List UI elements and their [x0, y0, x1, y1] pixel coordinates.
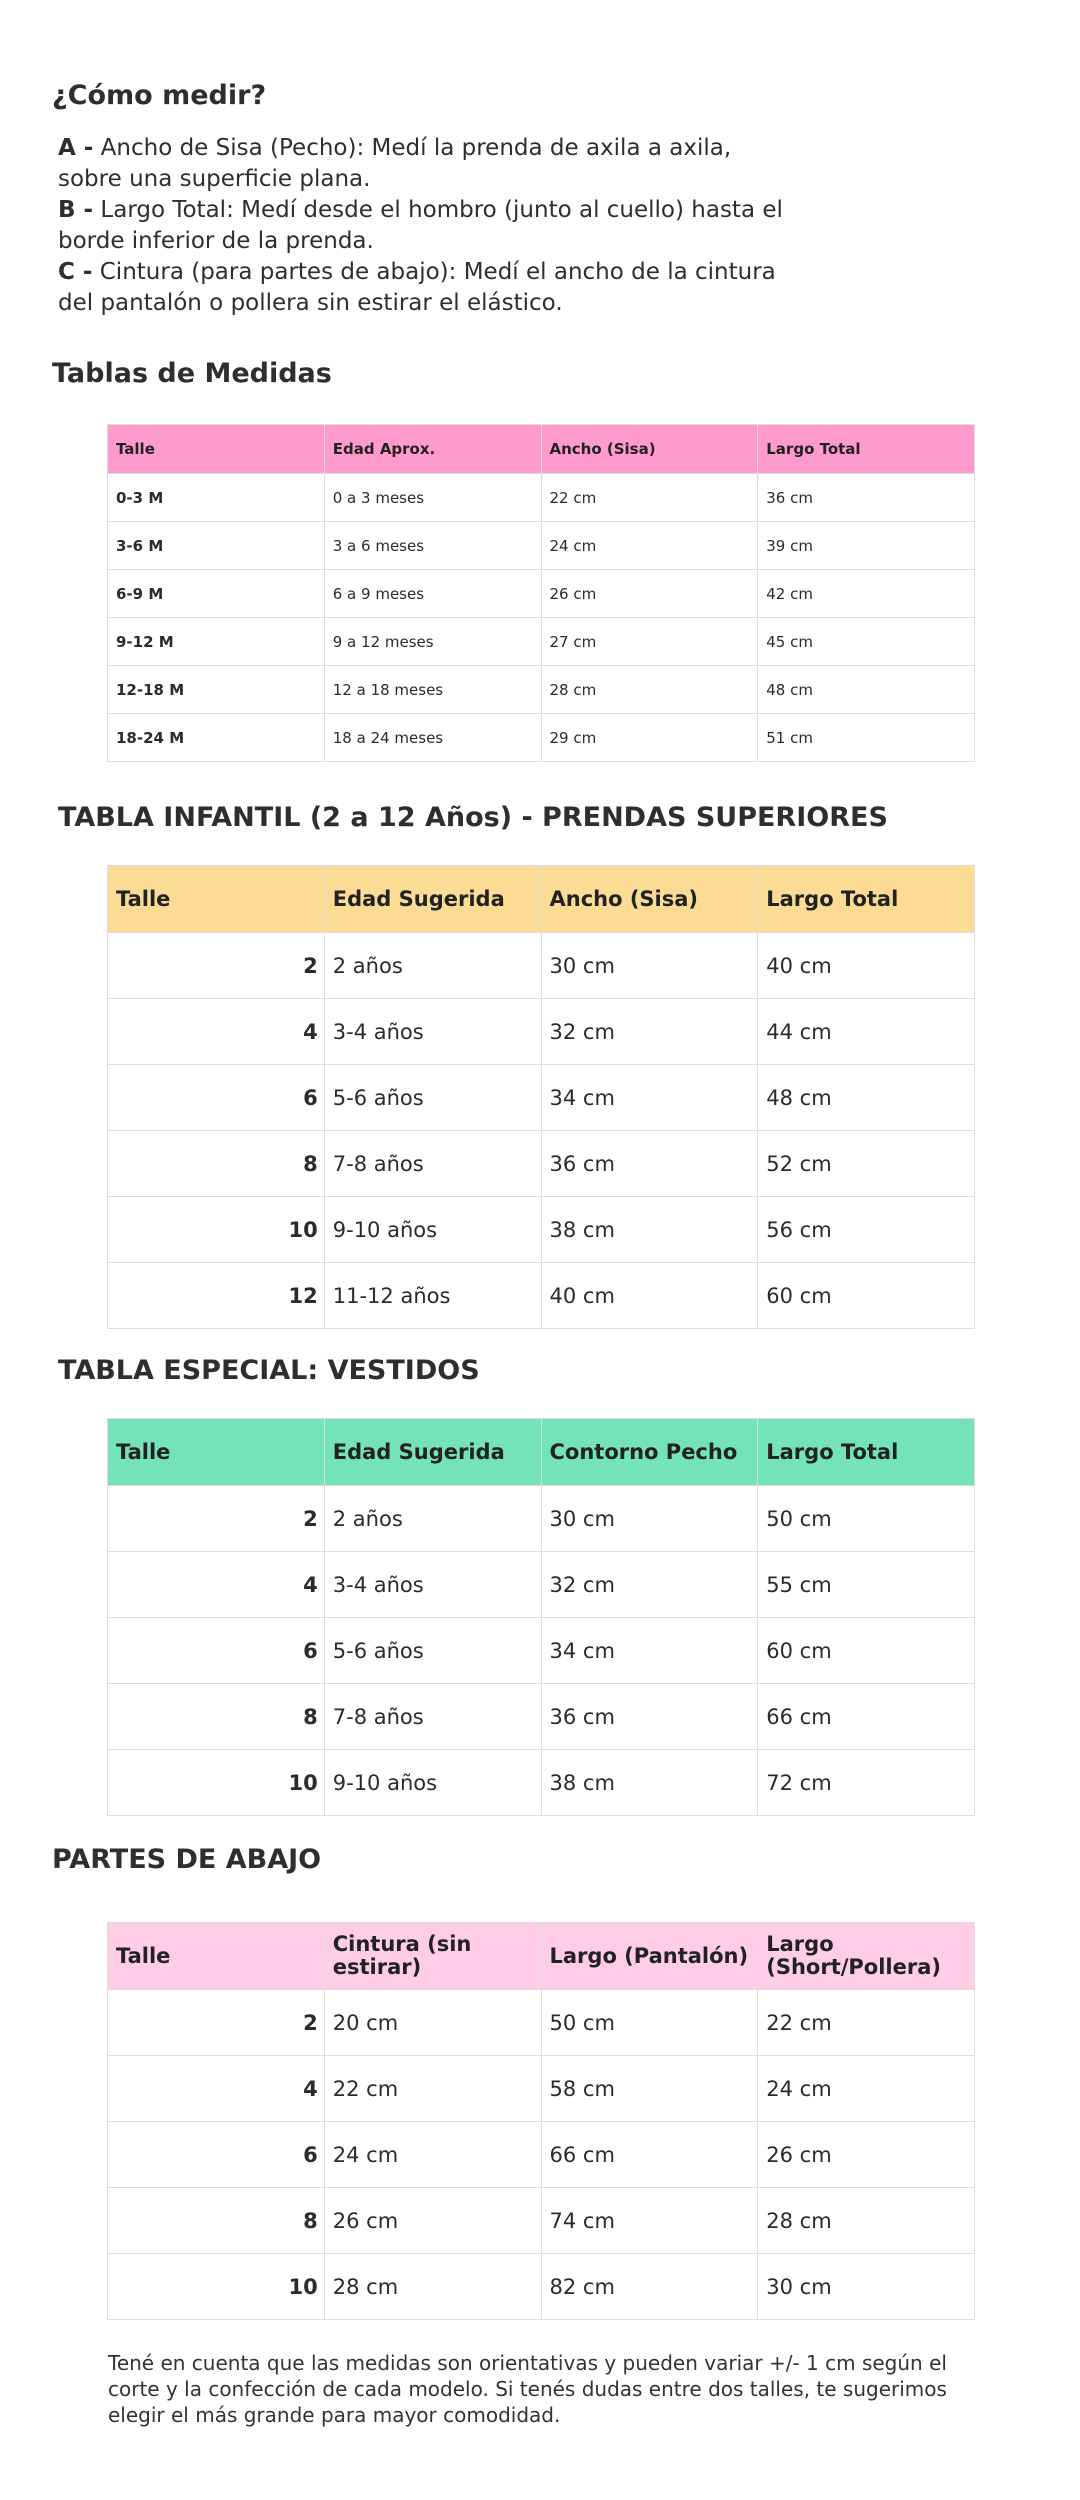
table-cell: 40 cm — [541, 1263, 758, 1329]
size-cell: 10 — [108, 1197, 325, 1263]
table-cell: 7-8 años — [324, 1131, 541, 1197]
table-cell: 38 cm — [541, 1197, 758, 1263]
measure-item-c — [58, 257, 798, 319]
table-cell: 2 años — [324, 933, 541, 999]
size-cell: 6-9 M — [108, 570, 325, 618]
table-cell: 9-10 años — [324, 1197, 541, 1263]
table-cell: 5-6 años — [324, 1618, 541, 1684]
size-cell: 4 — [108, 1552, 325, 1618]
column-header: Talle — [108, 425, 325, 474]
table-cell: 60 cm — [758, 1263, 975, 1329]
dress-size-table — [107, 1418, 975, 1816]
table-cell: 3 a 6 meses — [324, 522, 541, 570]
table-cell: 34 cm — [541, 1618, 758, 1684]
table-cell: 30 cm — [758, 2254, 975, 2320]
table-header-row — [108, 425, 975, 474]
size-cell: 0-3 M — [108, 474, 325, 522]
column-header: Edad Sugerida — [324, 1419, 541, 1486]
table-row — [108, 933, 975, 999]
table-row — [108, 1990, 975, 2056]
measure-text: Ancho de Sisa (Pecho): Medí la prenda de axila a axila, sobre una superficie plana. — [58, 135, 732, 192]
size-cell: 12-18 M — [108, 666, 325, 714]
size-cell: 4 — [108, 2056, 325, 2122]
size-cell: 12 — [108, 1263, 325, 1329]
table-header-row — [108, 1923, 975, 1990]
table-row — [108, 666, 975, 714]
table-cell: 55 cm — [758, 1552, 975, 1618]
table-row — [108, 570, 975, 618]
size-cell: 18-24 M — [108, 714, 325, 762]
table-cell: 11-12 años — [324, 1263, 541, 1329]
measure-key: C - — [58, 259, 93, 285]
table-cell: 74 cm — [541, 2188, 758, 2254]
table-cell: 66 cm — [758, 1684, 975, 1750]
table-cell: 32 cm — [541, 1552, 758, 1618]
column-header: Edad Sugerida — [324, 866, 541, 933]
column-header: Edad Aprox. — [324, 425, 541, 474]
size-cell: 4 — [108, 999, 325, 1065]
column-header: Largo Total — [758, 866, 975, 933]
column-header: Talle — [108, 866, 325, 933]
bottoms-size-table — [107, 1922, 975, 2320]
table-cell: 26 cm — [324, 2188, 541, 2254]
table-cell: 22 cm — [541, 474, 758, 522]
table-cell: 40 cm — [758, 933, 975, 999]
table-cell: 60 cm — [758, 1618, 975, 1684]
column-header: Ancho (Sisa) — [541, 425, 758, 474]
size-cell: 6 — [108, 1618, 325, 1684]
size-cell: 6 — [108, 1065, 325, 1131]
measure-item-b — [58, 195, 798, 257]
measure-item-a — [58, 133, 798, 195]
table-row — [108, 714, 975, 762]
column-header: Largo Total — [758, 425, 975, 474]
table-row — [108, 1684, 975, 1750]
table-row — [108, 1552, 975, 1618]
size-cell: 8 — [108, 1684, 325, 1750]
table-row — [108, 1263, 975, 1329]
table-cell: 50 cm — [541, 1990, 758, 2056]
column-header: Ancho (Sisa) — [541, 866, 758, 933]
measure-text: Cintura (para partes de abajo): Medí el ancho de la cintura del pantalón o pollera sin estirar el elástico. — [58, 259, 776, 316]
table-cell: 72 cm — [758, 1750, 975, 1816]
table-cell: 56 cm — [758, 1197, 975, 1263]
measure-key: A - — [58, 135, 94, 161]
column-header: Contorno Pecho — [541, 1419, 758, 1486]
table-cell: 9-10 años — [324, 1750, 541, 1816]
table-row — [108, 1065, 975, 1131]
measure-text: Largo Total: Medí desde el hombro (junto al cuello) hasta el borde inferior de la prenda. — [58, 197, 783, 254]
table-cell: 52 cm — [758, 1131, 975, 1197]
table-row — [108, 1486, 975, 1552]
table-row — [108, 999, 975, 1065]
table-cell: 82 cm — [541, 2254, 758, 2320]
table-cell: 38 cm — [541, 1750, 758, 1816]
measure-key: B - — [58, 197, 94, 223]
table-row — [108, 474, 975, 522]
table-cell: 28 cm — [324, 2254, 541, 2320]
table-cell: 30 cm — [541, 933, 758, 999]
table-cell: 36 cm — [541, 1131, 758, 1197]
table-cell: 28 cm — [758, 2188, 975, 2254]
table-cell: 30 cm — [541, 1486, 758, 1552]
dress-table-title: TABLA ESPECIAL: VESTIDOS — [58, 1355, 480, 1386]
table-cell: 22 cm — [758, 1990, 975, 2056]
table-row — [108, 1131, 975, 1197]
table-cell: 36 cm — [758, 474, 975, 522]
bottoms-table-title: PARTES DE ABAJO — [52, 1844, 322, 1875]
column-header: Cintura (sin estirar) — [324, 1923, 541, 1990]
column-header: Talle — [108, 1923, 325, 1990]
size-cell: 10 — [108, 2254, 325, 2320]
table-cell: 22 cm — [324, 2056, 541, 2122]
table-cell: 36 cm — [541, 1684, 758, 1750]
baby-table-title: Tablas de Medidas — [52, 358, 332, 389]
size-cell: 2 — [108, 1990, 325, 2056]
table-cell: 18 a 24 meses — [324, 714, 541, 762]
table-cell: 50 cm — [758, 1486, 975, 1552]
size-cell: 2 — [108, 933, 325, 999]
size-cell: 6 — [108, 2122, 325, 2188]
table-cell: 42 cm — [758, 570, 975, 618]
size-cell: 10 — [108, 1750, 325, 1816]
table-cell: 20 cm — [324, 1990, 541, 2056]
size-cell: 9-12 M — [108, 618, 325, 666]
column-header: Largo (Pantalón) — [541, 1923, 758, 1990]
table-cell: 45 cm — [758, 618, 975, 666]
table-cell: 7-8 años — [324, 1684, 541, 1750]
table-cell: 5-6 años — [324, 1065, 541, 1131]
column-header: Largo (Short/Pollera) — [758, 1923, 975, 1990]
table-cell: 2 años — [324, 1486, 541, 1552]
size-cell: 8 — [108, 1131, 325, 1197]
table-cell: 27 cm — [541, 618, 758, 666]
table-row — [108, 1197, 975, 1263]
column-header: Largo Total — [758, 1419, 975, 1486]
kids-table-title: TABLA INFANTIL (2 a 12 Años) - PRENDAS SUPERIORES — [58, 802, 888, 833]
table-row — [108, 1750, 975, 1816]
kids-size-table — [107, 865, 975, 1329]
table-cell: 12 a 18 meses — [324, 666, 541, 714]
size-cell: 8 — [108, 2188, 325, 2254]
table-row — [108, 2188, 975, 2254]
table-cell: 24 cm — [324, 2122, 541, 2188]
table-cell: 32 cm — [541, 999, 758, 1065]
baby-size-table — [107, 424, 975, 762]
size-cell: 3-6 M — [108, 522, 325, 570]
table-cell: 26 cm — [758, 2122, 975, 2188]
table-cell: 0 a 3 meses — [324, 474, 541, 522]
how-to-measure-title: ¿Cómo medir? — [52, 80, 267, 111]
table-cell: 48 cm — [758, 1065, 975, 1131]
table-cell: 3-4 años — [324, 999, 541, 1065]
table-row — [108, 2056, 975, 2122]
table-row — [108, 2122, 975, 2188]
measurement-note: Tené en cuenta que las medidas son orientativas y pueden variar +/- 1 cm según el corte y la confección de cada modelo. Si tenés dudas entre dos talles, te sugerimos elegir el más grande para mayor comodidad. — [108, 2351, 947, 2427]
table-cell: 24 cm — [541, 522, 758, 570]
table-header-row — [108, 866, 975, 933]
table-cell: 3-4 años — [324, 1552, 541, 1618]
table-cell: 28 cm — [541, 666, 758, 714]
table-header-row — [108, 1419, 975, 1486]
table-cell: 48 cm — [758, 666, 975, 714]
table-cell: 51 cm — [758, 714, 975, 762]
table-row — [108, 522, 975, 570]
table-row — [108, 2254, 975, 2320]
table-cell: 29 cm — [541, 714, 758, 762]
table-cell: 39 cm — [758, 522, 975, 570]
size-cell: 2 — [108, 1486, 325, 1552]
table-row — [108, 618, 975, 666]
table-cell: 66 cm — [541, 2122, 758, 2188]
table-cell: 44 cm — [758, 999, 975, 1065]
table-cell: 9 a 12 meses — [324, 618, 541, 666]
how-to-measure-list — [58, 133, 798, 319]
table-cell: 24 cm — [758, 2056, 975, 2122]
table-cell: 6 a 9 meses — [324, 570, 541, 618]
table-row — [108, 1618, 975, 1684]
table-cell: 58 cm — [541, 2056, 758, 2122]
table-cell: 34 cm — [541, 1065, 758, 1131]
column-header: Talle — [108, 1419, 325, 1486]
table-cell: 26 cm — [541, 570, 758, 618]
